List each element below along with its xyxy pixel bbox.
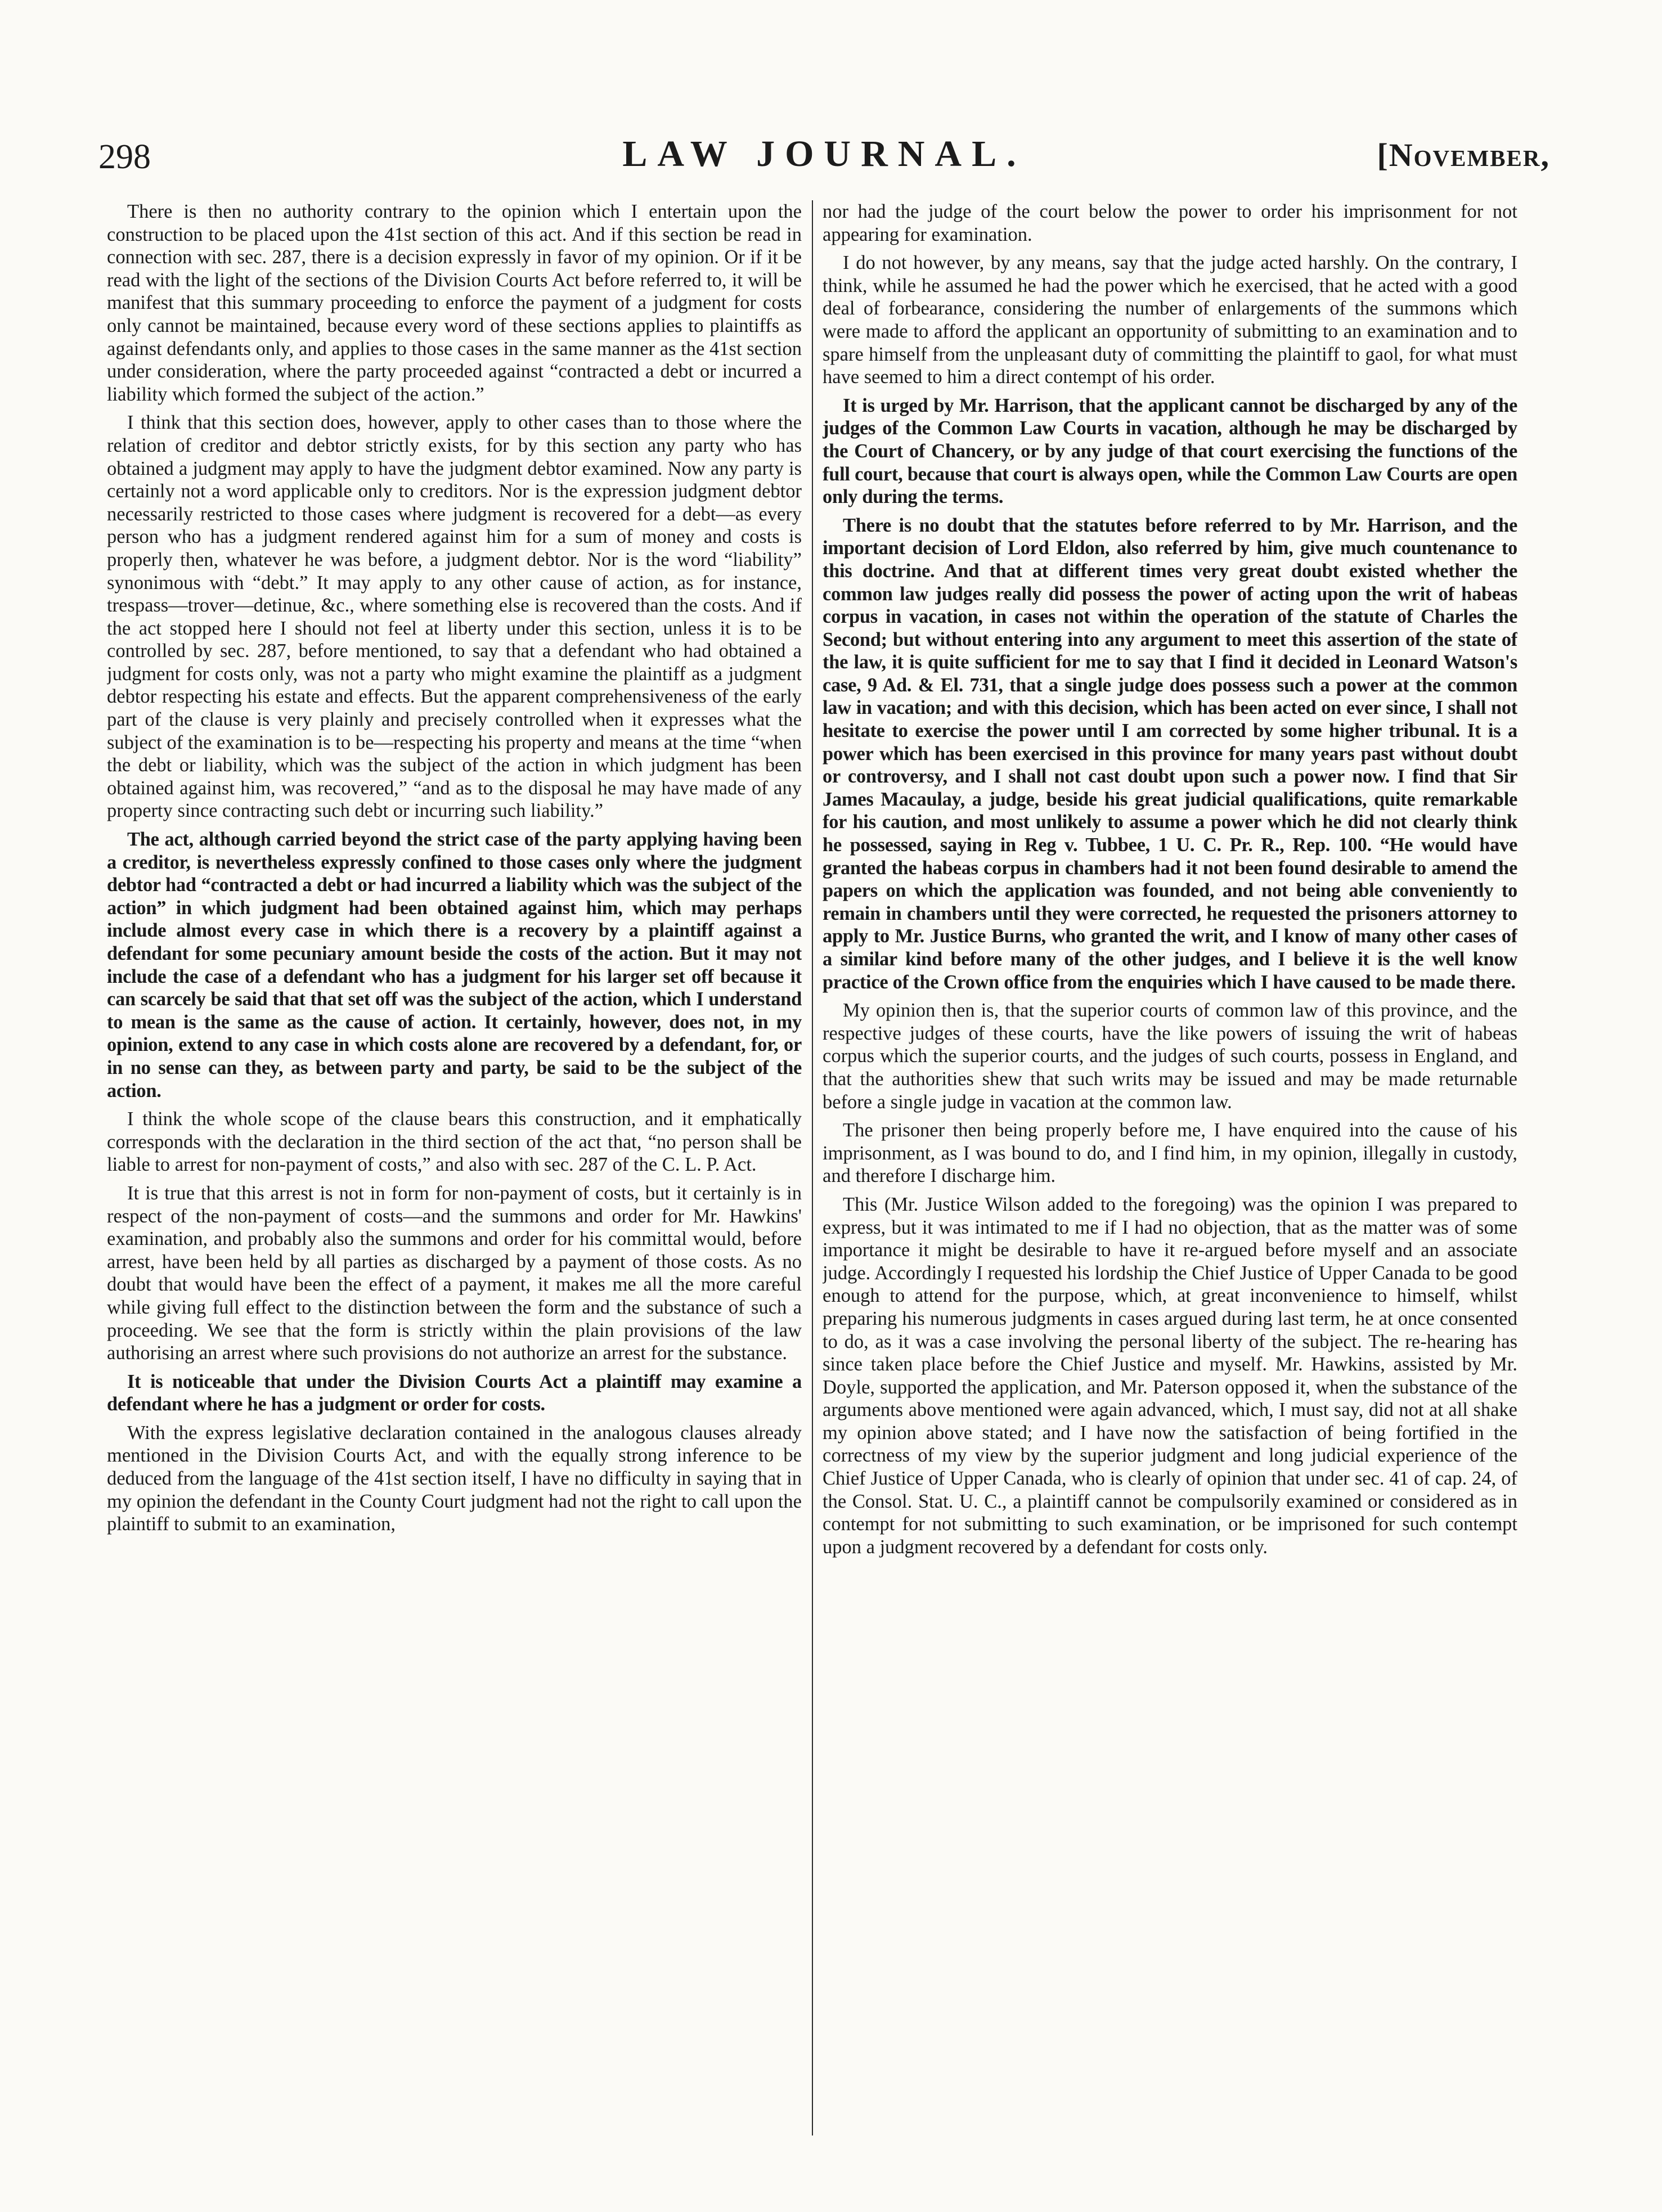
paragraph: My opinion then is, that the superior courts of common law of this province, and the respective judges of these courts, have the like powers of issuing the writ of habeas corpus which the superior courts, and the judges of such courts, possess in England, and that the authorities shew that such writs may be issued and may be made returnable before a single judge in vacation at the common law. xyxy=(823,1000,1517,1113)
paragraph: nor had the judge of the court below the power to order his imprisonment for not appearing for examination. xyxy=(823,201,1517,245)
paragraph: It is noticeable that under the Division Courts Act a plaintiff may examine a defendant where he has a judgment or order for costs. xyxy=(107,1370,802,1415)
left-column xyxy=(107,200,802,2169)
page-header xyxy=(98,133,1550,189)
paragraph: The act, although carried beyond the strict case of the party applying having been a creditor, is nevertheless expressly confined to those cases only where the judgment debtor had “contracted a debt or had incurred a liability which was the subject of the action” in which judgment had been obtained against him, which may perhaps include almost every case in which there is a recovery by a plaintiff against a defendant for some pecuniary amount beside the costs of the action. But it may not include the case of a defendant who has a judgment for his larger set off because it can scarcely be said that that set off was the subject of the action, which I understand to mean is the same as the cause of action. It certainly, however, does not, in my opinion, extend to any case in which costs alone are recovered by a defendant, for, or in no sense can they, as between party and party, be said to be the subject of the action. xyxy=(107,829,802,1101)
paragraph: With the express legislative declaration contained in the analogous clauses already mentioned in the Division Courts Act, and with the equally strong inference to be deduced from the language of the 41st section itself, I have no difficulty in saying that in my opinion the defendant in the County Court judgment had not the right to call upon the plaintiff to submit to an examination, xyxy=(107,1422,802,1535)
page-number: 298 xyxy=(98,138,151,176)
paragraph: I think that this section does, however, apply to other cases than to those where the relation of creditor and debtor strictly exists, for by this section any party who has obtained a judgment may apply to have the judgment debtor examined. Now any party is certainly not a word applicable only to creditors. Nor is the expression judgment debtor necessarily restricted to those cases where judgment is recovered for a debt—as every person who has a judgment rendered against him for a sum of money and costs is properly then, whatever he was before, a judgment debtor. Nor is the word “liability” synonimous with “debt.” It may apply to any other cause of action, as for instance, trespass—trover—detinue, &c., where something else is recovered than the costs. And if the act stopped here I should not feel at liberty under this section, unless it is to be controlled by sec. 287, before mentioned, to say that a defendant who had obtained a judgment for costs only, was not a party who might examine the plaintiff as a judgment debtor respecting his estate and effects. But the apparent comprehensiveness of the early part of the clause is very plainly and precisely controlled when it expresses what the subject of the examination is to be—respecting his property and means at the time “when the debt or liability, which was the subject of the action in which judgment has been obtained against him, was recovered,” “and as to the disposal he may have made of any property since contracting such debt or incurring such liability.” xyxy=(107,412,802,822)
paragraph: It is urged by Mr. Harrison, that the applicant cannot be discharged by any of the judges of the Common Law Courts in vacation, although he may be discharged by the Court of Chancery, or by any judge of that court exercising the functions of the full court, because that court is always open, while the Common Law Courts are open only during the terms. xyxy=(823,394,1517,508)
paragraph: I do not however, by any means, say that the judge acted harshly. On the contrary, I think, while he assumed he had the power which he exercised, that he acted with a good deal of forbearance, considering the number of enlargements of the summons which were made to afford the applicant an opportunity of submitting to an examination and to spare himself from the unpleasant duty of committing the plaintiff to gaol, for what must have seemed to him a direct contempt of his order. xyxy=(823,252,1517,388)
right-column xyxy=(823,200,1517,2169)
paragraph: I think the whole scope of the clause bears this construction, and it emphatically corresponds with the declaration in the third section of the act that, “no person shall be liable to arrest for non-payment of costs,” and also with sec. 287 of the C. L. P. Act. xyxy=(107,1108,802,1176)
journal-title: LAW JOURNAL. xyxy=(622,133,1026,174)
paragraph: There is then no authority contrary to the opinion which I entertain upon the construction to be placed upon the 41st section of this act. And if this section be read in connection with sec. 287, there is a decision expressly in favor of my opinion. Or if it be read with the light of the sections of the Division Courts Act before referred to, it will be manifest that this summary proceeding to enforce the payment of a judgment for costs only cannot be maintained, because every word of these sections applies to plaintiffs as against defendants only, and applies to those cases in the same manner as the 41st section under consideration, where the party proceeded against “contracted a debt or incurred a liability which formed the subject of the action.” xyxy=(107,201,802,405)
paragraph: This (Mr. Justice Wilson added to the foregoing) was the opinion I was prepared to express, but it was intimated to me if I had no objection, that as the matter was of some importance it might be desirable to have it re-argued before myself and an associate judge. Accordingly I requested his lordship the Chief Justice of Upper Canada to be good enough to attend for the purpose, which, at great inconvenience to himself, whilst preparing his numerous judgments in cases argued during last term, he at once consented to do, as it was a case involving the personal liberty of the subject. The re-hearing has since taken place before the Chief Justice and myself. Mr. Hawkins, assisted by Mr. Doyle, supported the application, and Mr. Paterson opposed it, when the substance of the arguments above mentioned were again advanced, which, I must say, did not at all shake my opinion above stated; and I have now the satisfaction of being fortified in the correctness of my view by the superior judgment and long judicial experience of the Chief Justice of Upper Canada, who is clearly of opinion that under sec. 41 of cap. 24, of the Consol. Stat. U. C., a plaintiff cannot be compulsorily examined or considered as in contempt for not submitting to such examination, or be imprisoned for such contempt upon a judgment recovered by a defendant for costs only. xyxy=(823,1193,1517,1558)
paragraph: It is true that this arrest is not in form for non-payment of costs, but it certainly is in respect of the non-payment of costs—and the summons and order for Mr. Hawkins' examination, and probably also the summons and order for his committal would, before arrest, have been held by all parties as discharged by a payment of those costs. As no doubt that would have been the effect of a payment, it makes me all the more careful while giving full effect to the distinction between the form and the substance of such a proceeding. We see that the form is strictly within the plain provisions of the law authorising an arrest where such provisions do not authorize an arrest for the substance. xyxy=(107,1182,802,1364)
paragraph: There is no doubt that the statutes before referred to by Mr. Harrison, and the important decision of Lord Eldon, also referred by him, give much countenance to this doctrine. And that at different times very great doubt existed whether the common law judges really did possess the power of acting upon the writ of habeas corpus in vacation, in cases not within the operation of the statute of Charles the Second; but without entering into any argument to meet this assertion of the state of the law, it is quite sufficient for me to say that I find it decided in Leonard Watson's case, 9 Ad. & El. 731, that a single judge does possess such a power at the common law in vacation; and with this decision, which has been acted on ever since, I shall not hesitate to exercise the power until I am corrected by some higher tribunal. It is a power which has been exercised in this province for many years past without doubt or controversy, and I shall not cast doubt upon such a power now. I find that Sir James Macaulay, a judge, beside his great judicial qualifications, quite remarkable for his caution, and most unlikely to assume a power which he did not clearly think he possessed, saying in Reg v. Tubbee, 1 U. C. Pr. R., Rep. 100. “He would have granted the habeas corpus in chambers had it not been found desirable to amend the papers on which the application was founded, and not being able conveniently to remain in chambers until they were corrected, he requested the prisoners attorney to apply to Mr. Justice Burns, who granted the writ, and I know of many other cases of a similar kind before many of the other judges, and I believe it is the well know practice of the Crown office from the enquiries which I have caused to be made there. xyxy=(823,514,1517,993)
column-divider xyxy=(812,200,813,2135)
paragraph: The prisoner then being properly before me, I have enquired into the cause of his imprisonment, as I was bound to do, and I find him, in my opinion, illegally in custody, and therefore I discharge him. xyxy=(823,1120,1517,1187)
running-head: [November, xyxy=(1377,137,1550,173)
